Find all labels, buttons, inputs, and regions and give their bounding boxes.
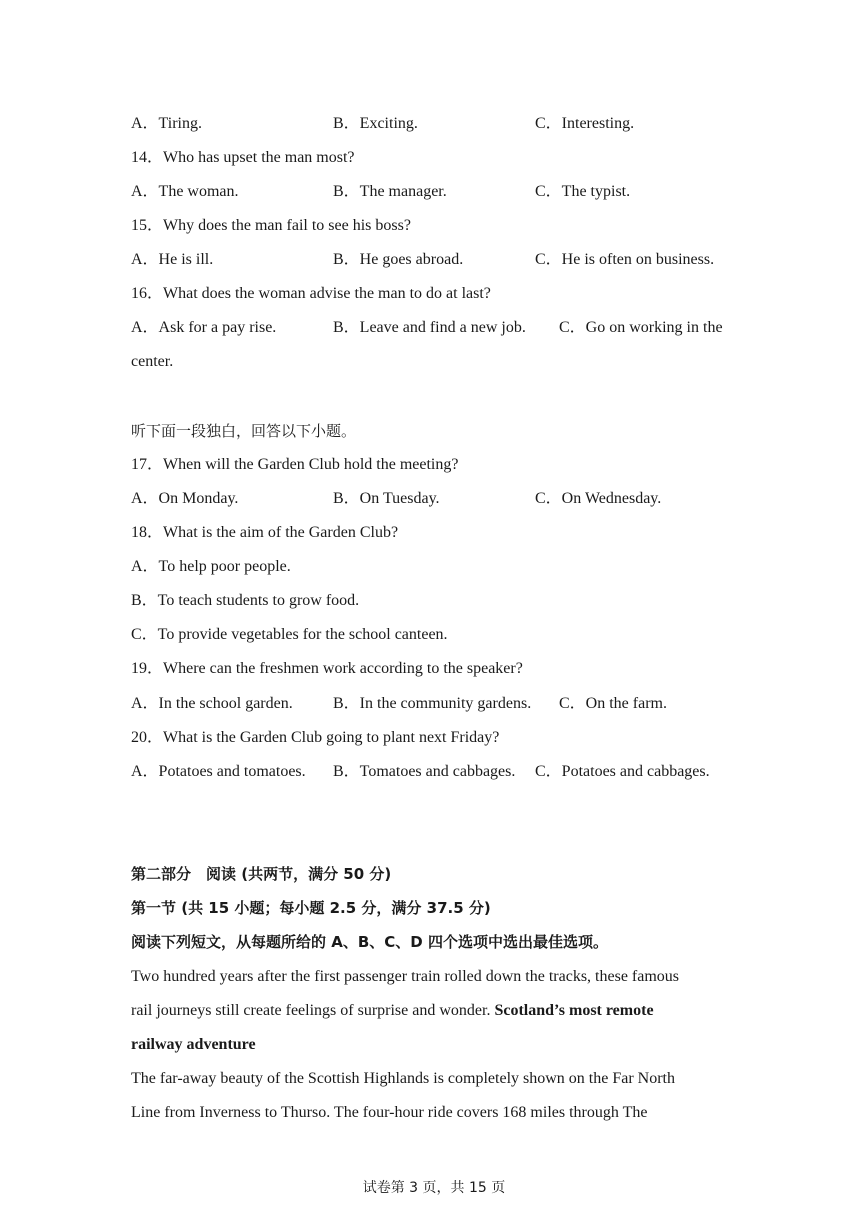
q14-question: 14．Who has upset the man most? bbox=[131, 149, 355, 166]
q17-option-b: B．On Tuesday. bbox=[333, 490, 440, 507]
q17-option-a: A．On Monday. bbox=[131, 490, 239, 507]
q13-option-c: C．Interesting. bbox=[535, 115, 635, 132]
q19-question: 19．Where can the freshmen work according to the speaker? bbox=[131, 660, 523, 677]
part2-heading: 第二部分 阅读 (共两节，满分 50 分) bbox=[131, 865, 392, 883]
q15-question: 15．Why does the man fail to see his boss? bbox=[131, 217, 411, 234]
q15-option-b: B．He goes abroad. bbox=[333, 251, 464, 268]
q15-option-c: C．He is often on business. bbox=[535, 251, 715, 268]
q16-option-c: C．Go on working in the bbox=[559, 319, 723, 336]
passage-subheading-part-1: Scotland’s most remote bbox=[494, 1002, 654, 1019]
section1-heading: 第一节 (共 15 小题；每小题 2.5 分，满分 37.5 分) bbox=[131, 899, 491, 917]
passage-subheading-part-2: railway adventure bbox=[131, 1036, 256, 1053]
q16-option-b: B．Leave and find a new job. bbox=[333, 319, 526, 336]
q16-question: 16．What does the woman advise the man to do at last? bbox=[131, 285, 491, 302]
passage-line-5: Line from Inverness to Thurso. The four-hour ride covers 168 miles through The bbox=[131, 1104, 648, 1121]
q13-option-a: A．Tiring. bbox=[131, 115, 202, 132]
q13-option-b: B．Exciting. bbox=[333, 115, 418, 132]
q16-option-c-wrap: center. bbox=[131, 353, 174, 370]
q20-option-a: A．Potatoes and tomatoes. bbox=[131, 763, 306, 780]
q19-option-c: C．On the farm. bbox=[559, 695, 667, 712]
reading-instruction: 阅读下列短文，从每题所给的 A、B、C、D 四个选项中选出最佳选项。 bbox=[131, 933, 608, 951]
q15-option-a: A．He is ill. bbox=[131, 251, 214, 268]
q14-option-b: B．The manager. bbox=[333, 183, 447, 200]
q19-option-b: B．In the community gardens. bbox=[333, 695, 532, 712]
passage-line-2-text: rail journeys still create feelings of surprise and wonder. bbox=[131, 1002, 495, 1019]
q19-option-a: A．In the school garden. bbox=[131, 695, 293, 712]
monologue-instruction: 听下面一段独白，回答以下小题。 bbox=[131, 422, 357, 440]
q16-option-a: A．Ask for a pay rise. bbox=[131, 319, 277, 336]
passage-line-4: The far-away beauty of the Scottish Highlands is completely shown on the Far North bbox=[131, 1070, 675, 1087]
page-footer: 试卷第 3 页，共 15 页 bbox=[362, 1180, 506, 1196]
q14-option-c: C．The typist. bbox=[535, 183, 631, 200]
q18-option-c: C．To provide vegetables for the school canteen. bbox=[131, 626, 448, 643]
q17-question: 17．When will the Garden Club hold the meeting? bbox=[131, 456, 459, 473]
q18-option-a: A．To help poor people. bbox=[131, 558, 291, 575]
q20-option-b: B．Tomatoes and cabbages. bbox=[333, 763, 516, 780]
q18-question: 18．What is the aim of the Garden Club? bbox=[131, 524, 399, 541]
passage-line-1: Two hundred years after the first passenger train rolled down the tracks, these famous bbox=[131, 968, 680, 985]
q20-option-c: C．Potatoes and cabbages. bbox=[535, 763, 710, 780]
q17-option-c: C．On Wednesday. bbox=[535, 490, 662, 507]
q20-question: 20．What is the Garden Club going to plant next Friday? bbox=[131, 729, 500, 746]
q14-option-a: A．The woman. bbox=[131, 183, 239, 200]
q18-option-b: B．To teach students to grow food. bbox=[131, 592, 360, 609]
passage-line-2 bbox=[131, 1001, 654, 1021]
